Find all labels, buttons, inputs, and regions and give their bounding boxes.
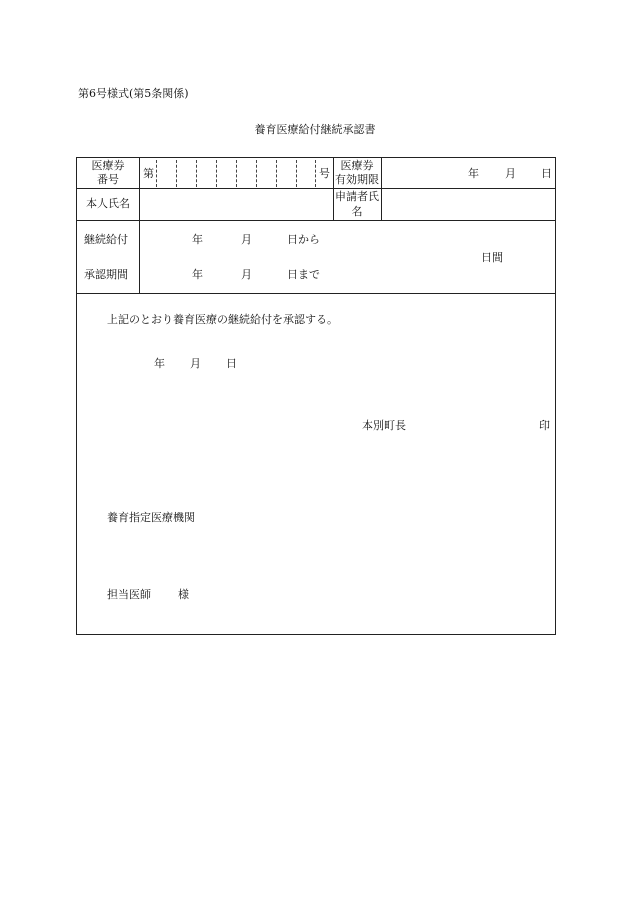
- column-divider-label: [139, 158, 140, 293]
- digit-separator: [156, 160, 157, 187]
- seal-mark: 印: [539, 419, 550, 432]
- digit-separator: [296, 160, 297, 187]
- validity-month: 月: [505, 167, 516, 180]
- from-day: 日から: [287, 233, 320, 246]
- ticket-number-label-line2: 番号: [97, 173, 119, 186]
- approval-day: 日: [226, 357, 237, 370]
- doctor-label: 担当医師: [107, 588, 151, 601]
- dai-label: 第: [143, 167, 154, 180]
- column-divider-right: [381, 158, 382, 220]
- to-day: 日まで: [287, 268, 320, 281]
- row-divider-1: [77, 188, 555, 189]
- digit-separator: [256, 160, 257, 187]
- document-title: 養育医療給付継続承認書: [254, 123, 376, 136]
- row-divider-3: [77, 293, 555, 294]
- to-month: 月: [241, 268, 252, 281]
- days-label: 日間: [481, 251, 503, 264]
- row-divider-2: [77, 220, 555, 221]
- honorific-sama: 様: [178, 588, 189, 601]
- mayor-title: 本別町長: [362, 419, 406, 432]
- form-number: 第6号様式(第5条関係): [78, 87, 189, 100]
- approval-month: 月: [190, 357, 201, 370]
- digit-separator: [216, 160, 217, 187]
- period-label-line2: 承認期間: [84, 268, 128, 281]
- validity-label: [333, 158, 381, 188]
- digit-separator: [236, 160, 237, 187]
- period-label-line1: 継続給付: [84, 233, 128, 246]
- form-frame: [76, 157, 556, 635]
- validity-label-line1: 医療券: [340, 158, 374, 172]
- applicant-name-label: 申請者氏名: [335, 190, 379, 218]
- validity-day: 日: [541, 167, 552, 180]
- from-year: 年: [192, 233, 203, 246]
- approval-year: 年: [154, 357, 165, 370]
- digit-separator: [276, 160, 277, 187]
- person-name-label: 本人氏名: [86, 197, 130, 211]
- approval-statement: 上記のとおり養育医療の継続給付を承認する。: [107, 313, 338, 326]
- ticket-number-label-line1: 医療券: [91, 158, 125, 172]
- from-month: 月: [241, 233, 252, 246]
- medical-institution-label: 養育指定医療機関: [107, 511, 195, 524]
- digit-separator: [315, 160, 316, 187]
- validity-year: 年: [468, 167, 479, 180]
- digit-separator: [176, 160, 177, 187]
- validity-label-line2: 有効期限: [335, 173, 379, 186]
- digit-separator: [196, 160, 197, 187]
- to-year: 年: [192, 268, 203, 281]
- ticket-number-label: [77, 158, 139, 188]
- go-label: 号: [319, 167, 330, 180]
